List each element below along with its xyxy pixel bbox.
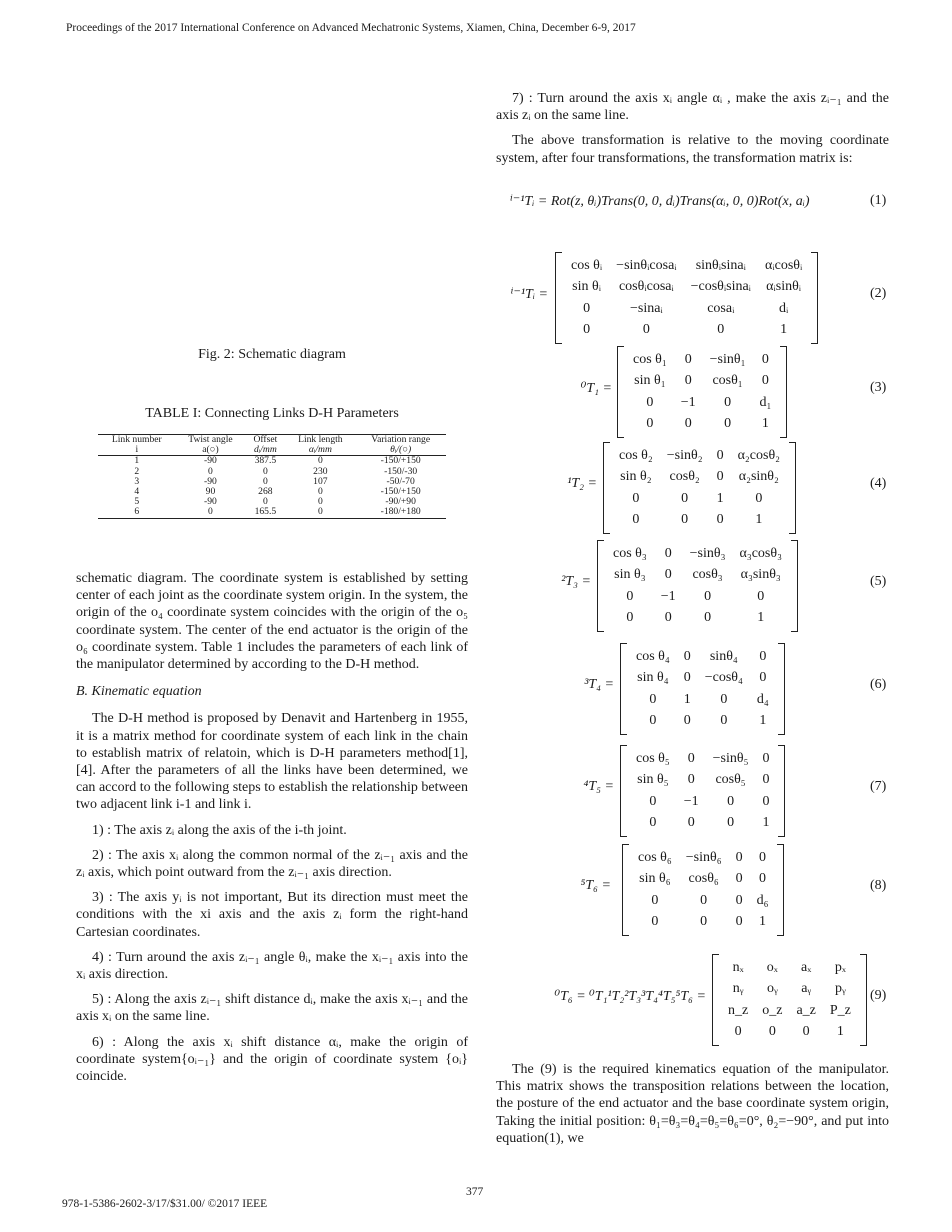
matrix-cell: aₓ (801, 959, 812, 975)
step-6: 6) : Along the axis xᵢ shift distance αᵢ, make the origin of coordinate system{oᵢ₋₁} and the origin of coordinate system {oᵢ} coincide. (76, 1034, 468, 1085)
matrix-cell: sinθᵢsinaᵢ (695, 257, 746, 273)
matrix-cell: 0 (651, 914, 659, 930)
matrix-cell: 0 (664, 567, 672, 583)
table-cell: 0 (317, 455, 323, 467)
table-subheader-cell: αᵢ/mm (285, 445, 355, 456)
table-subheader-cell: dᵢ/mm (245, 445, 285, 456)
matrix-cell: 1 (755, 512, 763, 528)
table-cell: -90 (204, 455, 217, 467)
step-2: 2) : The axis xᵢ along the common normal of the zᵢ₋₁ axis and the zᵢ axis, which point outward from the zᵢ₋₁ axis direction. (76, 847, 468, 881)
matrix-cell: −sinaᵢ (630, 300, 663, 316)
table-header-cell: Twist angle (176, 435, 246, 446)
matrix-cell: 1 (683, 691, 691, 707)
matrix (620, 643, 785, 735)
matrix-cell: oᵧ (766, 981, 778, 997)
matrix-cell: cosaᵢ (707, 300, 735, 316)
equation-number: (4) (870, 476, 887, 491)
matrix-cell: 0 (716, 512, 724, 528)
matrix-cell: d₆ (756, 892, 769, 908)
equation-number: (7) (870, 779, 887, 794)
equation-1: ⁱ⁻¹Tᵢ = Rot(z, θᵢ)Trans(0, 0, dᵢ)Trans(αᵢ, 0, 0)Rot(x, aᵢ) (510, 194, 810, 209)
matrix-cell: sin θ₂ (620, 469, 652, 485)
table-cell: -90/+90 (385, 496, 416, 508)
matrix-cell: 0 (632, 512, 640, 528)
matrix-cell: −1 (660, 588, 676, 604)
matrix-lhs: ⁰T₆ = ⁰T₁¹T₂²T₃³T₄⁴T₅⁵T₆ = (554, 989, 706, 1004)
matrix-cell: 1 (780, 322, 788, 338)
matrix-cell: d₁ (759, 394, 772, 410)
matrix-cell: 1 (757, 610, 765, 626)
matrix-cell: 0 (762, 750, 770, 766)
table-cell: -150/+150 (380, 486, 421, 498)
equation-number: (9) (870, 988, 887, 1003)
matrix-cell: 0 (717, 322, 725, 338)
matrix-cell: 1 (716, 490, 724, 506)
matrix-cell: cos θ₂ (619, 447, 653, 463)
matrix-cell: α₃cosθ₃ (739, 545, 782, 561)
matrix-cell: 0 (684, 416, 692, 432)
matrix-cell: 0 (583, 300, 591, 316)
matrix-cell: aᵧ (801, 981, 812, 997)
matrix-lhs: ⁵T₆ = (580, 878, 611, 893)
matrix-cell: 0 (735, 849, 743, 865)
matrix-cell: dᵢ (778, 300, 789, 316)
matrix-cell: 1 (762, 815, 770, 831)
matrix-lhs: ⁴T₅ = (583, 779, 614, 794)
matrix (620, 745, 785, 837)
matrix-cell: nᵧ (732, 981, 744, 997)
matrix-cell: sin θ₃ (614, 567, 646, 583)
matrix-cell: cos θ₃ (613, 545, 647, 561)
matrix-cell: 0 (651, 892, 659, 908)
right-column-top (496, 90, 889, 167)
matrix (603, 442, 796, 534)
table-cell: 0 (208, 465, 213, 477)
matrix-cell: −sinθ₃ (689, 545, 726, 561)
table-cell: 2 (134, 465, 140, 477)
step-3: 3) : The axis yᵢ is not important, But its direction must meet the conditions with the xi axis and the axis zᵢ form the right-hand Cartesian coordinates. (76, 890, 468, 940)
table-cell: 0 (262, 475, 268, 487)
matrix-cell: 1 (759, 914, 767, 930)
matrix-cell: 0 (759, 871, 767, 887)
matrix-cell: −sinθ₅ (712, 750, 749, 766)
matrix-cell: sin θ₄ (637, 670, 669, 686)
table-cell: 268 (258, 486, 273, 498)
matrix-cell: cos θ₅ (636, 750, 670, 766)
matrix-cell: cosθ₂ (669, 469, 700, 485)
table-header-cell: Link length (285, 435, 355, 446)
table-cell: 0 (285, 507, 355, 518)
matrix-cell: 0 (664, 545, 672, 561)
table-header-cell: Offset (245, 435, 285, 446)
matrix-cell: 0 (759, 849, 767, 865)
figure-caption: Fig. 2: Schematic diagram (198, 347, 346, 362)
paragraph-transform: The above transformation is relative to the moving coordinate system, after four transformations, the transformation matrix is: (496, 133, 889, 166)
matrix-cell: −sinθᵢcosaᵢ (616, 257, 677, 273)
page-header: Proceedings of the 2017 International Conference on Advanced Mechatronic Systems, Xiamen, China, December 6-9, 2017 (66, 22, 636, 34)
matrix-cell: 0 (735, 892, 743, 908)
matrix-cell: 0 (759, 670, 767, 686)
matrix-cell: cosθ₃ (692, 567, 723, 583)
matrix-cell: −sinθ₂ (666, 447, 703, 463)
table-cell: 387.5 (254, 455, 277, 467)
matrix-cell: αᵢsinθᵢ (766, 279, 802, 295)
matrix-cell: α₂cosθ₂ (737, 447, 781, 463)
matrix-cell: 0 (720, 691, 728, 707)
matrix-cell: 0 (687, 815, 695, 831)
step-5: 5) : Along the axis zᵢ₋₁ shift distance dᵢ, make the axis xᵢ₋₁ and the axis xᵢ on the same line. (76, 992, 468, 1025)
matrix-cell: 0 (802, 1024, 810, 1040)
page-number: 377 (466, 1186, 484, 1198)
matrix (555, 252, 818, 344)
matrix-cell: 0 (761, 373, 769, 389)
matrix-cell: oₓ (766, 959, 778, 975)
matrix-cell: 0 (727, 793, 735, 809)
paragraph-schematic: schematic diagram. The coordinate system is established by setting center of each joint as the coordinate system origin. In the system, the origin of the o₄ coordinate system coincides with the origin of the o₅ coordinate system. The center of the end actuator is the origin of the o₆ coordinate system. Table 1 includes the parameters of each link of the manipulator determined by according to the D-H method. (76, 571, 468, 673)
table-cell: 4 (134, 486, 140, 498)
matrix-cell: 0 (626, 588, 634, 604)
matrix-cell: 0 (649, 793, 657, 809)
table-cell: -150/-30 (384, 465, 418, 477)
matrix-cell: 0 (649, 691, 657, 707)
matrix-cell: cosθ₆ (688, 871, 719, 887)
matrix-cell: pᵧ (835, 981, 846, 997)
matrix-cell: cos θ₆ (638, 849, 672, 865)
paragraph-conclusion: The (9) is the required kinematics equation of the manipulator. This matrix shows the transposition relations between the location, the posture of the end actuator and the base coordinate system origin, Taking the initial position: θ₁=θ₃=θ₄=θ₅=θ₆=0°, θ₂=−90°, and put into equation(1), we (496, 1062, 889, 1146)
matrix-cell: 0 (700, 892, 708, 908)
matrix-lhs: ¹T₂ = (567, 476, 597, 491)
matrix-cell: a_z (796, 1002, 816, 1018)
section-heading-kinematic: B. Kinematic equation (76, 684, 202, 700)
matrix-cell: α₂sinθ₂ (738, 469, 779, 485)
table-cell: 0 (317, 486, 323, 498)
matrix-cell: 0 (646, 394, 654, 410)
matrix-cell: 0 (762, 793, 770, 809)
matrix-cell: 0 (734, 1024, 742, 1040)
matrix-cell: pₓ (834, 959, 846, 975)
matrix-cell: sin θ₆ (639, 871, 671, 887)
matrix-cell: 1 (759, 713, 767, 729)
table-title: TABLE I: Connecting Links D-H Parameters (145, 406, 399, 421)
table-cell: 0 (262, 465, 268, 477)
equation-number: (8) (870, 878, 887, 893)
matrix-cell: 0 (649, 713, 657, 729)
matrix-lhs: ⁱ⁻¹Tᵢ = (510, 287, 548, 302)
matrix-cell: n_z (728, 1002, 749, 1018)
matrix (597, 540, 798, 632)
table-cell: 0 (176, 507, 246, 518)
matrix-cell: −cosθᵢsinaᵢ (690, 279, 751, 295)
paragraph-dh-method: The D-H method is proposed by Denavit and Hartenberg in 1955, it is a matrix method for coordinate system of each link in the chain to establish matrix of relatoin, which is D-H parameters method[1],[4]. After the parameters of all the links have been determined, we can accord to the following steps to establish the relationship between two adjacent link i-1 and link i. (76, 711, 468, 813)
matrix-cell: 0 (684, 373, 692, 389)
table-subheader-cell: a(○) (176, 445, 246, 456)
matrix-cell: 0 (720, 713, 728, 729)
matrix-lhs: ²T₃ = (561, 574, 591, 589)
matrix-cell: cos θᵢ (571, 257, 603, 273)
right-column-bottom (496, 1061, 889, 1147)
table-cell: -180/+180 (355, 507, 446, 518)
matrix-cell: sin θ₁ (634, 373, 666, 389)
matrix (622, 844, 784, 936)
matrix (712, 954, 867, 1046)
matrix-cell: −sinθ₁ (709, 351, 746, 367)
table-subheader-cell: i (98, 445, 176, 456)
left-column-text (76, 570, 468, 1085)
matrix-cell: 0 (583, 322, 591, 338)
matrix-cell: 1 (761, 416, 769, 432)
matrix-cell: 0 (700, 914, 708, 930)
matrix-cell: 0 (724, 416, 732, 432)
table-cell: -150/+150 (380, 455, 421, 467)
matrix-cell: cos θ₁ (633, 351, 667, 367)
table-cell: 90 (205, 486, 216, 498)
table-cell: 5 (134, 496, 140, 508)
matrix-cell: 0 (704, 588, 712, 604)
matrix-cell: o_z (762, 1002, 783, 1018)
step-4: 4) : Turn around the axis zᵢ₋₁ angle θᵢ, make the xᵢ₋₁ axis into the xᵢ axis direction. (76, 949, 468, 983)
matrix-cell: 0 (642, 322, 650, 338)
matrix-cell: sin θᵢ (572, 279, 601, 295)
table-header-cell: Variation range (355, 435, 446, 446)
equation-number: (2) (870, 286, 887, 301)
matrix-cell: 0 (664, 610, 672, 626)
matrix-cell: cos θ₄ (636, 648, 670, 664)
matrix-lhs: ³T₄ = (584, 677, 614, 692)
matrix-cell: 0 (704, 610, 712, 626)
matrix-cell: 0 (683, 670, 691, 686)
table-cell: 0 (317, 496, 323, 508)
matrix-cell: 0 (759, 648, 767, 664)
table-cell: -90 (204, 496, 217, 508)
dh-parameter-table (98, 434, 446, 519)
table-header-cell: Link number (98, 435, 176, 446)
matrix-cell: cosθ₁ (712, 373, 743, 389)
matrix-cell: 0 (687, 750, 695, 766)
equation-number: (5) (870, 574, 887, 589)
table-cell: 165.5 (245, 507, 285, 518)
matrix (617, 346, 787, 438)
matrix-lhs: ⁰T₁ = (580, 381, 612, 396)
table-cell: -50/-70 (386, 475, 415, 487)
matrix-cell: d₄ (756, 691, 769, 707)
table-cell: 230 (313, 465, 328, 477)
matrix-cell: 0 (681, 512, 689, 528)
matrix-cell: 0 (681, 490, 689, 506)
table-cell: -90 (204, 475, 217, 487)
table-cell: 107 (313, 475, 328, 487)
matrix-cell: 0 (646, 416, 654, 432)
matrix-cell: α₃sinθ₃ (740, 567, 781, 583)
matrix-cell: 0 (757, 588, 765, 604)
matrix-cell: −1 (680, 394, 696, 410)
matrix-cell: 0 (683, 648, 691, 664)
matrix-cell: 0 (687, 772, 695, 788)
table-cell: 1 (134, 455, 140, 467)
matrix-cell: αᵢcosθᵢ (764, 257, 803, 273)
matrix-cell: 0 (684, 351, 692, 367)
matrix-cell: −sinθ₆ (685, 849, 722, 865)
table-subheader-cell: θᵢ/(○) (355, 445, 446, 456)
matrix-cell: sinθ₄ (709, 648, 738, 664)
equation-number: (3) (870, 380, 887, 395)
matrix-cell: 0 (755, 490, 763, 506)
matrix-cell: 0 (716, 447, 724, 463)
matrix-cell: cosθ₅ (715, 772, 746, 788)
table-row (98, 507, 446, 518)
matrix-cell: 0 (724, 394, 732, 410)
matrix-cell: 1 (836, 1024, 844, 1040)
table-row (98, 456, 446, 467)
matrix-cell: 0 (762, 772, 770, 788)
matrix-cell: 0 (649, 815, 657, 831)
equation-number: (6) (870, 677, 887, 692)
step-1: 1) : The axis zᵢ along the axis of the i-th joint. (92, 822, 347, 838)
matrix-cell: 0 (735, 914, 743, 930)
matrix-cell: nₓ (732, 959, 744, 975)
equation-number-1: (1) (870, 193, 887, 208)
matrix-cell: P_z (829, 1002, 851, 1018)
matrix-cell: 0 (683, 713, 691, 729)
matrix-cell: 0 (716, 469, 724, 485)
matrix-cell: 0 (768, 1024, 776, 1040)
matrix-cell: cosθᵢcosaᵢ (618, 279, 674, 295)
matrix-cell: 0 (727, 815, 735, 831)
matrix-cell: 0 (761, 351, 769, 367)
table-cell: 3 (134, 475, 140, 487)
matrix-cell: sin θ₅ (637, 772, 669, 788)
matrix-cell: −cosθ₄ (704, 670, 743, 686)
matrix-cell: 0 (626, 610, 634, 626)
matrix-cell: −1 (683, 793, 699, 809)
step-7: 7) : Turn around the axis xᵢ angle αᵢ , make the axis zᵢ₋₁ and the axis zᵢ on the same line. (496, 91, 889, 124)
matrix-cell: 0 (735, 871, 743, 887)
table-cell: 6 (98, 507, 176, 518)
footer-isbn: 978-1-5386-2602-3/17/$31.00/ ©2017 IEEE (62, 1198, 268, 1210)
matrix-cell: 0 (632, 490, 640, 506)
table-cell: 0 (262, 496, 268, 508)
